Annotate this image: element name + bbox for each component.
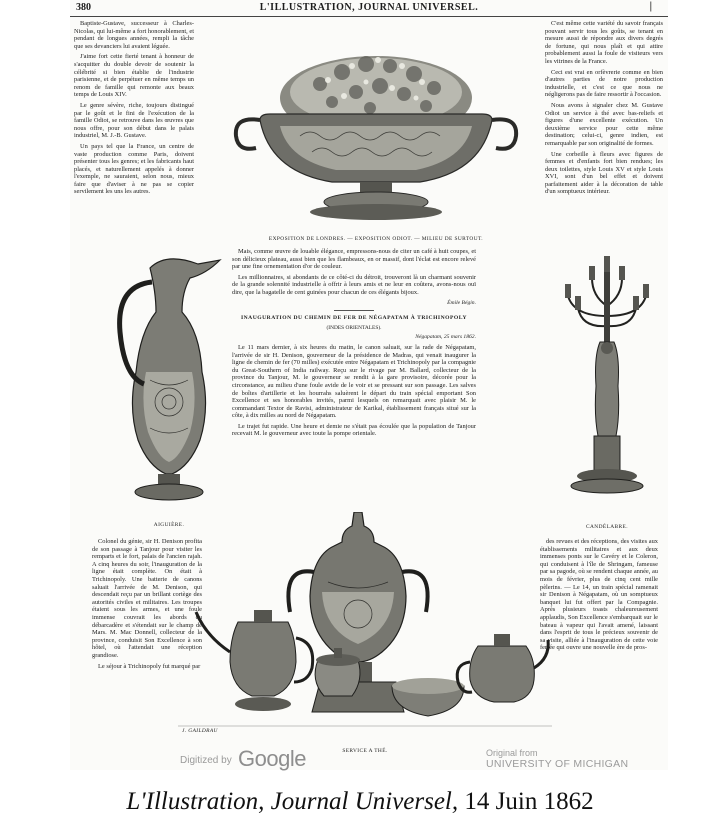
university-label: UNIVERSITY OF MICHIGAN — [486, 758, 629, 770]
right-top-paragraph: Une corbeille à fleurs avec figures de femmes et d'enfants fort bien rendues; les deux toilettes, style Louis XV et style Louis XVI, sont d'un bel effet et doivent parfaitement aider à la décoration de table d'un somptueux intérieur. — [545, 150, 663, 196]
original-from-label: Original from — [486, 748, 538, 758]
article-signature: Émile Bégin. — [447, 299, 476, 306]
left-top-paragraph: Un pays tel que la France, un centre de vaste production comme Paris, doivent présenter tous les genres; et les fabricants haut placés, et naturellement appelés à donner l'exemple, ne sauraient, selon nous, mieux faire que d'aviser à ne pas se copier servilement les uns les autres. — [74, 142, 194, 196]
section-title: INAUGURATION DU CHEMIN DE FER DE NÉGAPATAM À TRICHINOPOLY — [240, 315, 468, 322]
newspaper-page — [70, 0, 668, 770]
centerpiece-illustration — [220, 36, 532, 242]
digitized-by-label: Digitized by — [180, 755, 232, 766]
right-bottom-column — [540, 538, 658, 748]
margin-mark: | — [649, 0, 652, 12]
left-bottom-paragraph: Colonel du génie, sir H. Denison profita de son passage à Tanjour pour visiter les remparts et le fort, palais de l'ancien rajah. A cinq heures du soir, l'inauguration de la ligne était complète. On était à Trichinopoly. Une batterie de canons saluait l'arrivée de M. Denison, qui descendait reçu par un brillant cortège des autorités civiles et militaires. Les troupes étaient sous les armes, et une foule immense couvrait les abords du débarcadère et s'étendait sur le champ de Mars. M. Mac Donnell, collecteur de la province, conduisit Son Excellence à son hôtel, où l'attendait une réception grandiose. — [92, 538, 202, 659]
left-top-column — [74, 20, 194, 262]
teapot-right — [457, 634, 548, 702]
right-top-paragraph: C'est même cette variété du savoir français pouvant servir tous les goûts, se tenant en mesure aussi de répondre aux divers degrés de fortune, qui nous plaît et qui attire probablement aussi la foule de visiteurs vers les vitrines de la France. — [545, 20, 663, 65]
ewer-illustration — [110, 252, 228, 514]
right-top-column — [545, 20, 663, 270]
journal-title: L'ILLUSTRATION, JOURNAL UNIVERSEL. — [259, 2, 479, 13]
page-header — [70, 0, 668, 17]
candelabra-illustration — [554, 256, 660, 522]
jardiniere-bowl — [236, 114, 516, 220]
google-logo: Google — [238, 746, 306, 771]
tea-service-caption: SERVICE A THÉ. — [342, 748, 388, 754]
center-body-paragraph: Le trajet fut rapide. Une heure et demie ne s'était pas écoulée que la population de Tanjour recevait M. le gouverneur avec toute la pompe orientale. — [232, 422, 476, 438]
ewer-caption: AIGUIÈRE. — [153, 522, 185, 528]
engraver-signature: J. GAILDRAU — [182, 728, 218, 734]
tea-service-illustration — [178, 512, 552, 746]
caption-title: L'Illustration, Journal Universel, — [126, 788, 459, 815]
center-lead-paragraph: Les millionnaires, si abondants de ce côté-ci du détroit, trouveront là un charmant souvenir de la grande solennité industrielle à offrir à leurs amis et ne leur en coûtera, avons-nous ouï dire, que la bagatelle de cent guinées pour chacun de ces élégants bijoux. — [232, 273, 476, 296]
section-divider — [334, 310, 374, 311]
right-bottom-paragraph: des revues et des réceptions, des visites aux établissements militaires et aux deux immenses ponts sur le Cavéry et le Coleron, qui conduisent à l'île de Shringam, fameuse par sa pagode, où se rendent chaque année, au mois de février, plus de cinq cent mille pèlerins. — Le 14, un train spécial ramenait sir Denison à Négapatam, où un somptueux banquet lui fut offert par la Compagnie. Après plusieurs toasts chaleureusement applaudis, Son Excellence s'embarquait sur le bateau à vapeur qui l'avait amené, laissant dans l'esprit de tous le précieux souvenir de sa visite, alliée à l'inauguration de cette voie ferrée qui ouvre une nouvelle ère de pros- — [540, 538, 658, 652]
dateline: Négapatam, 25 mars 1862. — [415, 334, 476, 341]
left-top-paragraph: Baptiste-Gustave, successeur à Charles-Nicolas, qui lui-même a fort honorablement, et pendant de longues années, rempli la tâche que ses devanciers lui avaient léguée. — [74, 20, 194, 50]
left-top-paragraph: J'aime fort cette fierté tenant à honneur de s'acquitter du double devoir de soutenir la célébrité si bien établie de l'industrie parisienne, et de perpétuer en même temps un renom de famille qui remonte aux beaux temps de Louis XIV. — [74, 53, 194, 99]
right-top-paragraph: Ceci est vrai en orfèvrerie comme en bien d'autres parties de notre production industrielle, et c'est ce que nous ne négligerons pas de faire ressortir à l'occasion. — [545, 68, 663, 99]
centerpiece-caption: EXPOSITION DE LONDRES. — EXPOSITION ODIOT. — MILIEU DE SURTOUT. — [268, 236, 484, 242]
center-body-paragraph: Le 11 mars dernier, à six heures du matin, le canon saluait, sur la rade de Négapatam, l'arrivée de sir H. Denison, gouverneur de la présidence de Madras, qui venait inaugurer la ligne de chemin de fer (70 milles) exécutée entre Négapatam et Trichinopoly par la compagnie du Great-Southern of India railway. Reçu sur le rivage par M. Ballard, collecteur de la province du Tanjour, M. le gouverneur se rendit à la gare provisoire, décorée pour la circonstance, au milieu d'une foule avide de le voir et se pressant sur son passage. Les salves de boîtes d'artillerie et les hourrahs saluèrent le départ du train spécial emportant Son Excellence et ses honorables invités, parmi lesquels on remarquait avec plaisir M. le commandant Textor de Ravisi, administrateur de Karikal, établissement français situé sur la côte, à dix milles au nord de Négapatam. — [232, 343, 476, 420]
center-column — [232, 248, 476, 512]
left-bottom-paragraph: Le séjour à Trichinopoly fut marqué par — [98, 662, 201, 670]
page-number: 380 — [76, 2, 91, 13]
google-watermark — [180, 748, 650, 770]
right-top-paragraph: Nous avons à signaler chez M. Gustave Odiot un service à thé avec bas-reliefs et figures d'une excellente exécution. Un deuxième service pour cette même destination; celui-ci, genre indien, est remarquable par son originalité de formes. — [545, 101, 663, 147]
center-lead-paragraph: Mais, comme œuvre de louable élégance, empressons-nous de citer un café à huit coupes, et son délicieux plateau, aussi bien que les flambeaux, en or massif, dont l'éclat est encore relevé par une fine ornementation d'or de couleur. — [232, 248, 476, 271]
figure-caption — [0, 788, 720, 816]
left-top-paragraph: Le genre sévère, riche, toujours distingué par le goût et le fini de l'exécution de la famille Odiot, se retrouve dans les œuvres que nous offre, pour son début dans le palais industriel, M. J.-B. Gustave. — [74, 101, 194, 140]
coffee-pot-left — [196, 610, 313, 711]
caption-date: 14 Juin 1862 — [458, 788, 594, 815]
candelabra-caption: CANDÉLABRE. — [586, 524, 628, 530]
section-subtitle: (INDES ORIENTALES). — [326, 324, 382, 331]
